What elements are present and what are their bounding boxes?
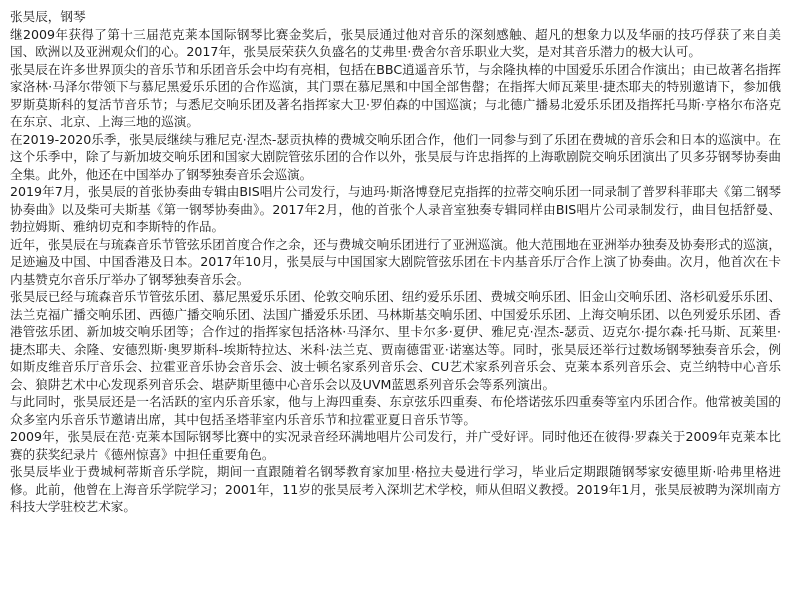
paragraph-festivals: 张昊辰在许多世界顶尖的音乐节和乐团音乐会中均有亮相，包括在BBC逍遥音乐节，与余隆执棒的中国爱乐乐团合作演出；由已故著名指挥家洛林·马泽尔带领下与慕尼黑爱乐乐团的合作巡演，其门票在慕尼黑和中国全部售罄；在指挥大师瓦莱里·捷杰耶夫的特别邀请下，参加俄罗斯莫斯科的复活节音乐节；与悉尼交响乐团及著名指挥家大卫·罗伯森的中国巡演；与北德广播易北爱乐乐团及指挥托马斯·亨格尔布洛克在东京、北京、上海三地的巡演。 (10, 61, 781, 129)
paragraph-education: 张昊辰毕业于费城柯蒂斯音乐学院，期间一直跟随着名钢琴教育家加里·格拉夫曼进行学习，毕业后定期跟随钢琴家安德里斯·哈弗里格进修。此前，他曾在上海音乐学院学习；2001年，11岁的张昊辰考入深圳艺术学校，师从但昭义教授。2019年1月，张昊辰被聘为深圳南方科技大学驻校艺术家。 (10, 464, 781, 514)
paragraph-tours: 近年，张昊辰在与琉森音乐节管弦乐团首度合作之余，还与费城交响乐团进行了亚洲巡演。他大范围地在亚洲举办独奏及协奏形式的巡演，足迹遍及中国、中国香港及日本。2017年10月，张昊辰与中国国家大剧院管弦乐团在卡内基音乐厅合作上演了协奏曲。次月，他首次在卡内基赞克尔音乐厅举办了钢琴独奏音乐会。 (10, 236, 781, 287)
document-title: 张昊辰，钢琴 (10, 9, 86, 24)
paragraph-season: 在2019-2020乐季，张昊辰继续与雅尼克·涅杰-瑟贡执棒的费城交响乐团合作，他们一同参与到了乐团在费城的音乐会和日本的巡演中。在这个乐季中，除了与新加坡交响乐团和国家大剧院管弦乐团的合作以外，张昊辰与许忠指挥的上海歌剧院交响乐团演出了贝多芬钢琴协奏曲全集。此外，他还在中国举办了钢琴独奏音乐会巡演。 (10, 131, 781, 182)
paragraph-documentary: 2009年，张昊辰在范·克莱本国际钢琴比赛中的实况录音经环满地唱片公司发行，并广受好评。同时他还在彼得·罗森关于2009年克莱本比赛的获奖纪录片《德州惊喜》中担任重要角色。 (10, 429, 781, 462)
paragraph-award: 继2009年获得了第十三届范克莱本国际钢琴比赛金奖后，张昊辰通过他对音乐的深刻感触、超凡的想象力以及华丽的技巧俘获了来自美国、欧洲以及亚洲观众们的心。2017年，张昊辰荣获久负盛名的艾弗里·费舍尔音乐职业大奖，是对其音乐潜力的极大认可。 (10, 26, 781, 59)
paragraph-orchestras: 张昊辰已经与琉森音乐节管弦乐团、慕尼黑爱乐乐团、伦敦交响乐团、纽约爱乐乐团、费城交响乐团、旧金山交响乐团、洛杉矶爱乐乐团、法兰克福广播交响乐团、西德广播交响乐团、法国广播爱乐乐团、马林斯基交响乐团、中国爱乐乐团、上海交响乐团、以色列爱乐乐团、香港管弦乐团、新加坡交响乐团等；合作过的指挥家包括洛林·马泽尔、里卡尔多·夏伊、雅尼克·涅杰-瑟贡、迈克尔·提尔森·托马斯、瓦莱里·捷杰耶夫、余隆、安德烈斯·奥罗斯科-埃斯特拉达、米科·法兰克、贾南德雷亚·诺塞达等。同时，张昊辰还举行过数场钢琴独奏音乐会，例如斯皮维音乐厅音乐会、拉霍亚音乐协会音乐会、波士顿名家系列音乐会、CU艺术家系列音乐会、克莱本系列音乐会、克兰纳特中心音乐会、狼阱艺术中心发现系列音乐会、堪萨斯里德中心音乐会以及UVM蓝恩系列音乐会等系列演出。 (10, 289, 781, 392)
paragraph-chamber: 与此同时，张昊辰还是一名活跃的室内乐音乐家，他与上海四重奏、东京弦乐四重奏、布伦塔诺弦乐四重奏等室内乐团合作。他常被美国的众多室内乐音乐节邀请出席，其中包括圣塔菲室内乐音乐节和拉霍亚夏日音乐节等。 (10, 394, 781, 427)
paragraph-recordings: 2019年7月，张昊辰的首张协奏曲专辑由BIS唱片公司发行，与迪玛·斯洛博登尼克指挥的拉蒂交响乐团一同录制了普罗科菲耶夫《第二钢琴协奏曲》以及柴可夫斯基《第一钢琴协奏曲》。2017年2月，他的首张个人录音室独奏专辑同样由BIS唱片公司录制发行，曲目包括舒曼、勃拉姆斯、雅纳切克和李斯特的作品。 (10, 184, 781, 234)
